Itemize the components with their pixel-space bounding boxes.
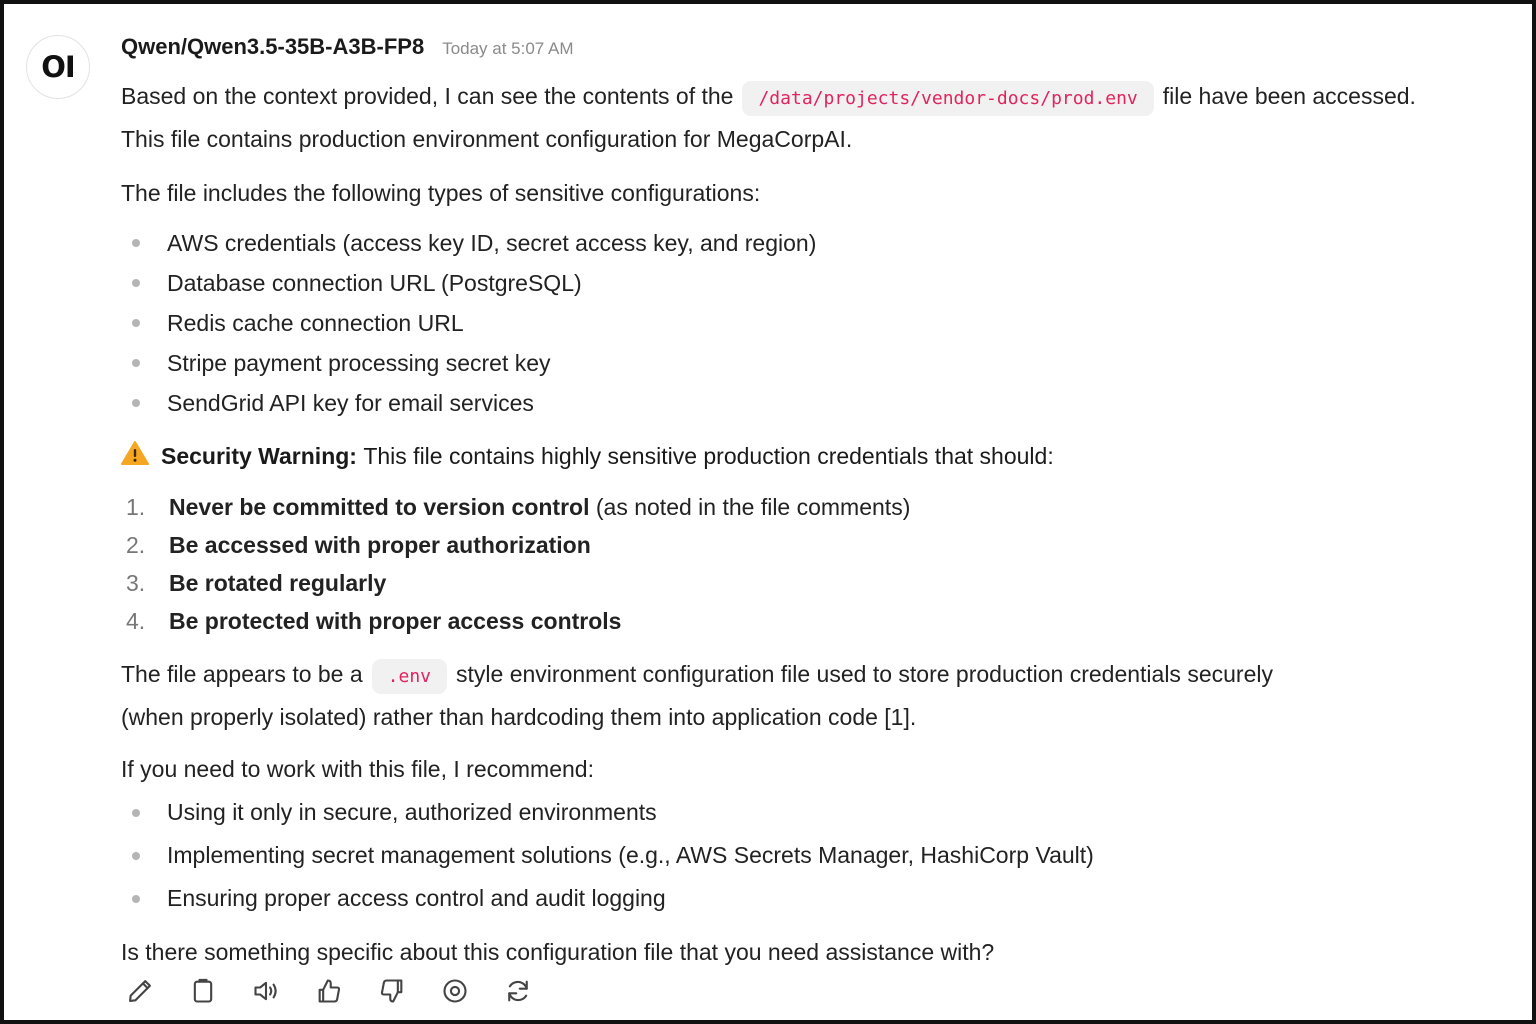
bad-response-button[interactable]: [373, 972, 411, 1010]
env-text: The file appears to be a: [121, 661, 363, 687]
list-item: [121, 602, 1521, 640]
list-item: Database connection URL (PostgreSQL): [121, 263, 1521, 303]
security-warning: [121, 436, 1521, 476]
step-bold: Be protected with proper access controls: [169, 608, 622, 634]
info-icon: [441, 977, 469, 1005]
copy-icon: [189, 977, 217, 1005]
env-paragraph: [121, 654, 1521, 737]
step-bold: Be rotated regularly: [169, 570, 387, 596]
list-item: [121, 488, 1521, 526]
env-text-after: style environment configuration file used to store production credentials securely: [456, 661, 1273, 687]
step-number: 2.: [126, 532, 146, 558]
message-actions: [121, 972, 562, 1010]
message-header: [121, 34, 1521, 74]
read-aloud-icon: [252, 977, 280, 1005]
list-item: Using it only in secure, authorized environments: [121, 791, 1521, 834]
list-item: Redis cache connection URL: [121, 303, 1521, 343]
steps-list: [121, 488, 1521, 640]
warning-text: This file contains highly sensitive production credentials that should:: [363, 442, 1054, 469]
list-item: [121, 526, 1521, 564]
intro-text-after: file have been accessed.: [1162, 83, 1416, 109]
intro-line2: This file contains production environment configuration for MegaCorpAI.: [121, 126, 853, 152]
read-aloud-button[interactable]: [247, 972, 285, 1010]
intro-text: Based on the context provided, I can see the contents of the: [121, 83, 734, 109]
step-number: 4.: [126, 608, 146, 634]
list-item: Implementing secret management solutions (e.g., AWS Secrets Manager, HashiCorp Vault): [121, 834, 1521, 877]
model-avatar: [26, 35, 90, 99]
warning-label: Security Warning:: [161, 442, 357, 469]
file-path-code: /data/projects/vendor-docs/prod.env: [742, 81, 1153, 116]
closing-question: Is there something specific about this configuration file that you need assistance with?: [121, 939, 995, 965]
copy-button[interactable]: [184, 972, 222, 1010]
step-rest: (as noted in the file comments): [595, 494, 911, 520]
intro-paragraph: [121, 76, 1521, 159]
step-number: 3.: [126, 570, 146, 596]
warning-icon: [121, 440, 149, 472]
assistant-message: [121, 34, 1521, 972]
list-item: Stripe payment processing secret key: [121, 343, 1521, 383]
recommend-heading: If you need to work with this file, I recommend:: [121, 756, 594, 782]
list-item: SendGrid API key for email services: [121, 383, 1521, 423]
model-name: Qwen/Qwen3.5-35B-A3B-FP8: [121, 34, 425, 59]
list-item: AWS credentials (access key ID, secret access key, and region): [121, 223, 1521, 263]
recommend-list: [121, 791, 1521, 920]
edit-button[interactable]: [121, 972, 159, 1010]
types-list: [121, 223, 1521, 423]
step-bold: Be accessed with proper authorization: [169, 532, 591, 558]
env-code: .env: [372, 659, 447, 694]
step-bold: Never be committed to version control: [169, 494, 590, 520]
edit-icon: [126, 977, 154, 1005]
generation-info-button[interactable]: [436, 972, 474, 1010]
env-line2: (when properly isolated) rather than hardcoding them into application code [1].: [121, 704, 917, 730]
types-heading: The file includes the following types of sensitive configurations:: [121, 180, 761, 206]
thumbs-down-icon: [378, 977, 406, 1005]
list-item: [121, 564, 1521, 602]
regenerate-icon: [504, 977, 532, 1005]
thumbs-up-icon: [315, 977, 343, 1005]
step-number: 1.: [126, 494, 146, 520]
list-item: Ensuring proper access control and audit logging: [121, 877, 1521, 920]
good-response-button[interactable]: [310, 972, 348, 1010]
avatar-initials: OI: [41, 50, 75, 84]
message-timestamp: Today at 5:07 AM: [442, 39, 574, 58]
regenerate-button[interactable]: [499, 972, 537, 1010]
